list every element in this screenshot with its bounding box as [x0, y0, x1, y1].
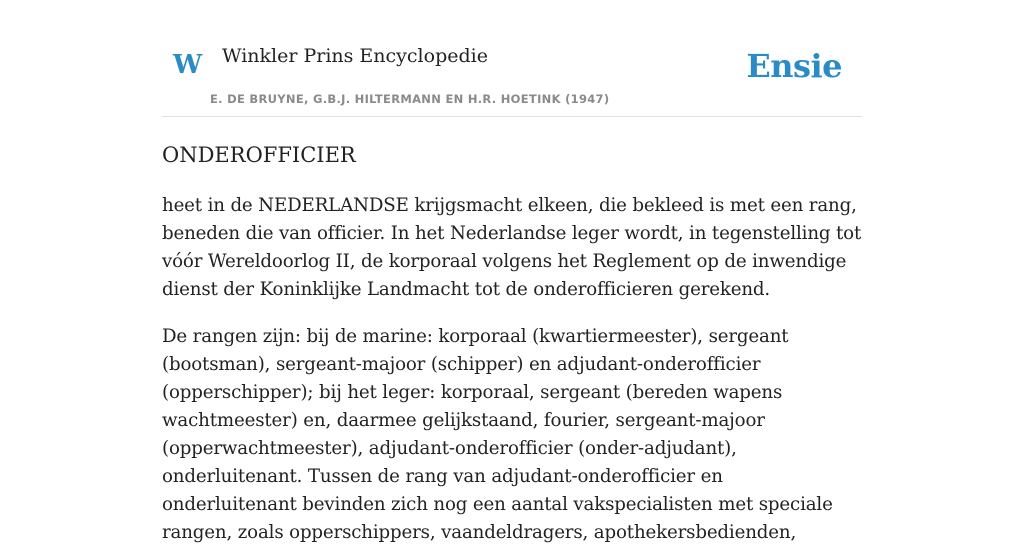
article-paragraph: De rangen zijn: bij de marine: korporaal (kwartiermeester), sergeant (bootsman), sergeant-majoor (schipper) en adjudant-onderofficier (opperschipper); bij het leger: korporaal, sergeant (bereden wapens wachtmeester) en, daarmee gelijkstaand, fourier, sergeant-majoor (opperwachtmeester), adjudant-onderofficier (onder-adjudant), onderluitenant. Tussen de rang van adjudant-onderofficier en onderluitenant bevinden zich nog een aantal vakspecialisten met speciale rangen, zoals opperschippers, vaandeldragers, apothekersbedienden,: [162, 326, 833, 543]
ensie-logo[interactable]: Ensie: [746, 47, 842, 85]
article-content: [162, 140, 862, 547]
article-paragraph: heet in de NEDERLANDSE krijgsmacht elkeen, die bekleed is met een rang, beneden die van officier. In het Nederlandse leger wordt, in tegenstelling tot vóór Wereldoorlog II, de korporaal volgens het Reglement op de inwendige dienst der Koninklijke Landmacht tot de onderofficieren gerekend.: [162, 195, 862, 300]
source-authors: E. DE BRUYNE, G.B.J. HILTERMANN EN H.R. HOETINK (1947): [210, 92, 610, 106]
article-headword: ONDEROFFICIER: [162, 143, 356, 167]
source-title[interactable]: Winkler Prins Encyclopedie: [222, 45, 488, 67]
source-header: [162, 0, 862, 117]
winkler-prins-logo-icon[interactable]: W: [173, 50, 203, 80]
